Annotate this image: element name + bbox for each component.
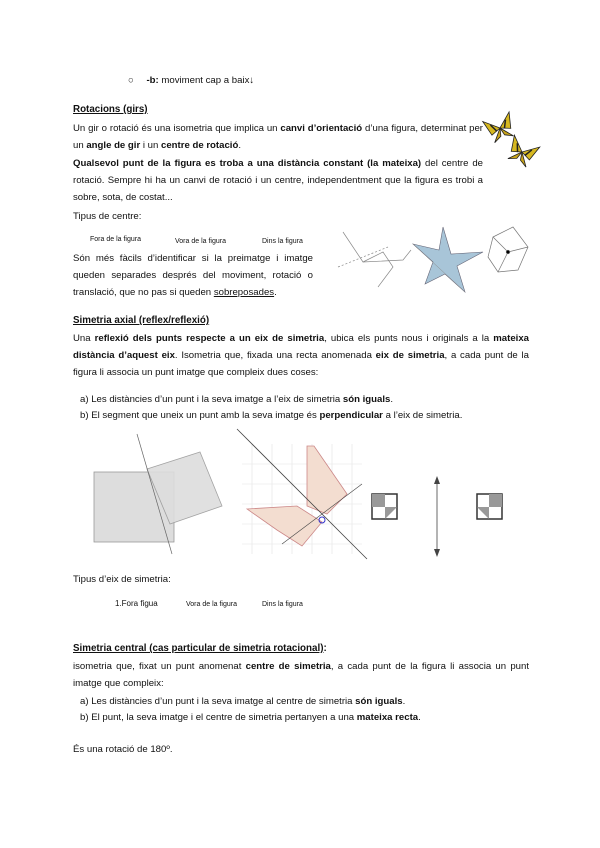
axial-symmetry-figures <box>82 424 537 559</box>
reflection-grid <box>237 429 367 559</box>
centre-label-dins: Dins la figura <box>262 238 303 245</box>
reflection-squares <box>372 476 502 557</box>
eix-label-fora: 1.Fora figua <box>115 599 158 608</box>
bullet-marker: ○ <box>128 75 134 86</box>
rotation-centre-diagrams <box>333 222 533 297</box>
central-final-note: És una rotació de 180º. <box>73 744 173 755</box>
rotacions-heading: Rotacions (girs) <box>73 104 148 115</box>
tipus-centre-label: Tipus de centre: <box>73 211 142 222</box>
axial-item-a: a) Les distàncies d’un punt i la seva imatge a l’eix de simetria són iguals. <box>80 394 394 405</box>
simetria-axial-heading: Simetria axial (reflex/reflexió) <box>73 315 210 326</box>
butterflies-image <box>482 110 552 185</box>
rotacions-paragraph-1: Un gir o rotació és una isometria que implica un canvi d’orientació d’una figura, determinat per un angle de gir i un centre de rotació. <box>73 123 483 151</box>
simetria-axial-paragraph: Una reflexió dels punts respecte a un eix de simetria, ubica els punts nous i originals a la mateixa distància d’aquest eix. Isometria que, fixada una recta anomenada eix de simetria, a cada punt de la figura li associa un punt imatge que compleix dues coses: <box>73 333 530 378</box>
bullet-text: moviment cap a baix↓ <box>158 75 255 86</box>
bullet-key: -b: <box>146 75 159 86</box>
central-item-a: a) Les distàncies d’un punt i la seva imatge al centre de simetria són iguals. <box>80 696 406 707</box>
axial-item-b: b) El segment que uneix un punt amb la seva imatge és perpendicular a l’eix de simetria. <box>80 410 463 421</box>
rotacions-paragraph-2: Qualsevol punt de la figura es troba a una distància constant (la mateixa) del centre de rotació. Sempre hi ha un canvi de rotació i un centre, independentment que la figura es trobi a sobre, sota, de costat... <box>73 158 484 203</box>
butterfly-icon <box>483 112 518 144</box>
centre-label-vora: Vora de la figura <box>175 238 226 245</box>
central-item-b: b) El punt, la seva imatge i el centre de simetria pertanyen a una mateixa recta. <box>80 712 421 723</box>
rotacions-paragraph-3: Són més fàcils d’identificar si la preimatge i imatge queden separades després del moviment, rotació o translació, que no pas si queden sobreposades. <box>73 253 313 298</box>
bullet-item <box>128 72 254 89</box>
butterfly-icon <box>504 135 540 169</box>
simetria-central-heading: Simetria central (cas particular de simetria rotacional): <box>73 643 327 654</box>
centre-label-fora: Fora de la figura <box>90 236 141 243</box>
simetria-central-paragraph: isometria que, fixat un punt anomenat centre de simetria, a cada punt de la figura li associa un punt imatge que compleix: <box>73 661 529 689</box>
eix-label-dins: Dins la figura <box>262 601 303 608</box>
tipus-eix-label: Tipus d’eix de simetria: <box>73 574 171 585</box>
eix-label-vora: Vora de la figura <box>186 601 237 608</box>
reflection-rectangles <box>94 434 222 554</box>
